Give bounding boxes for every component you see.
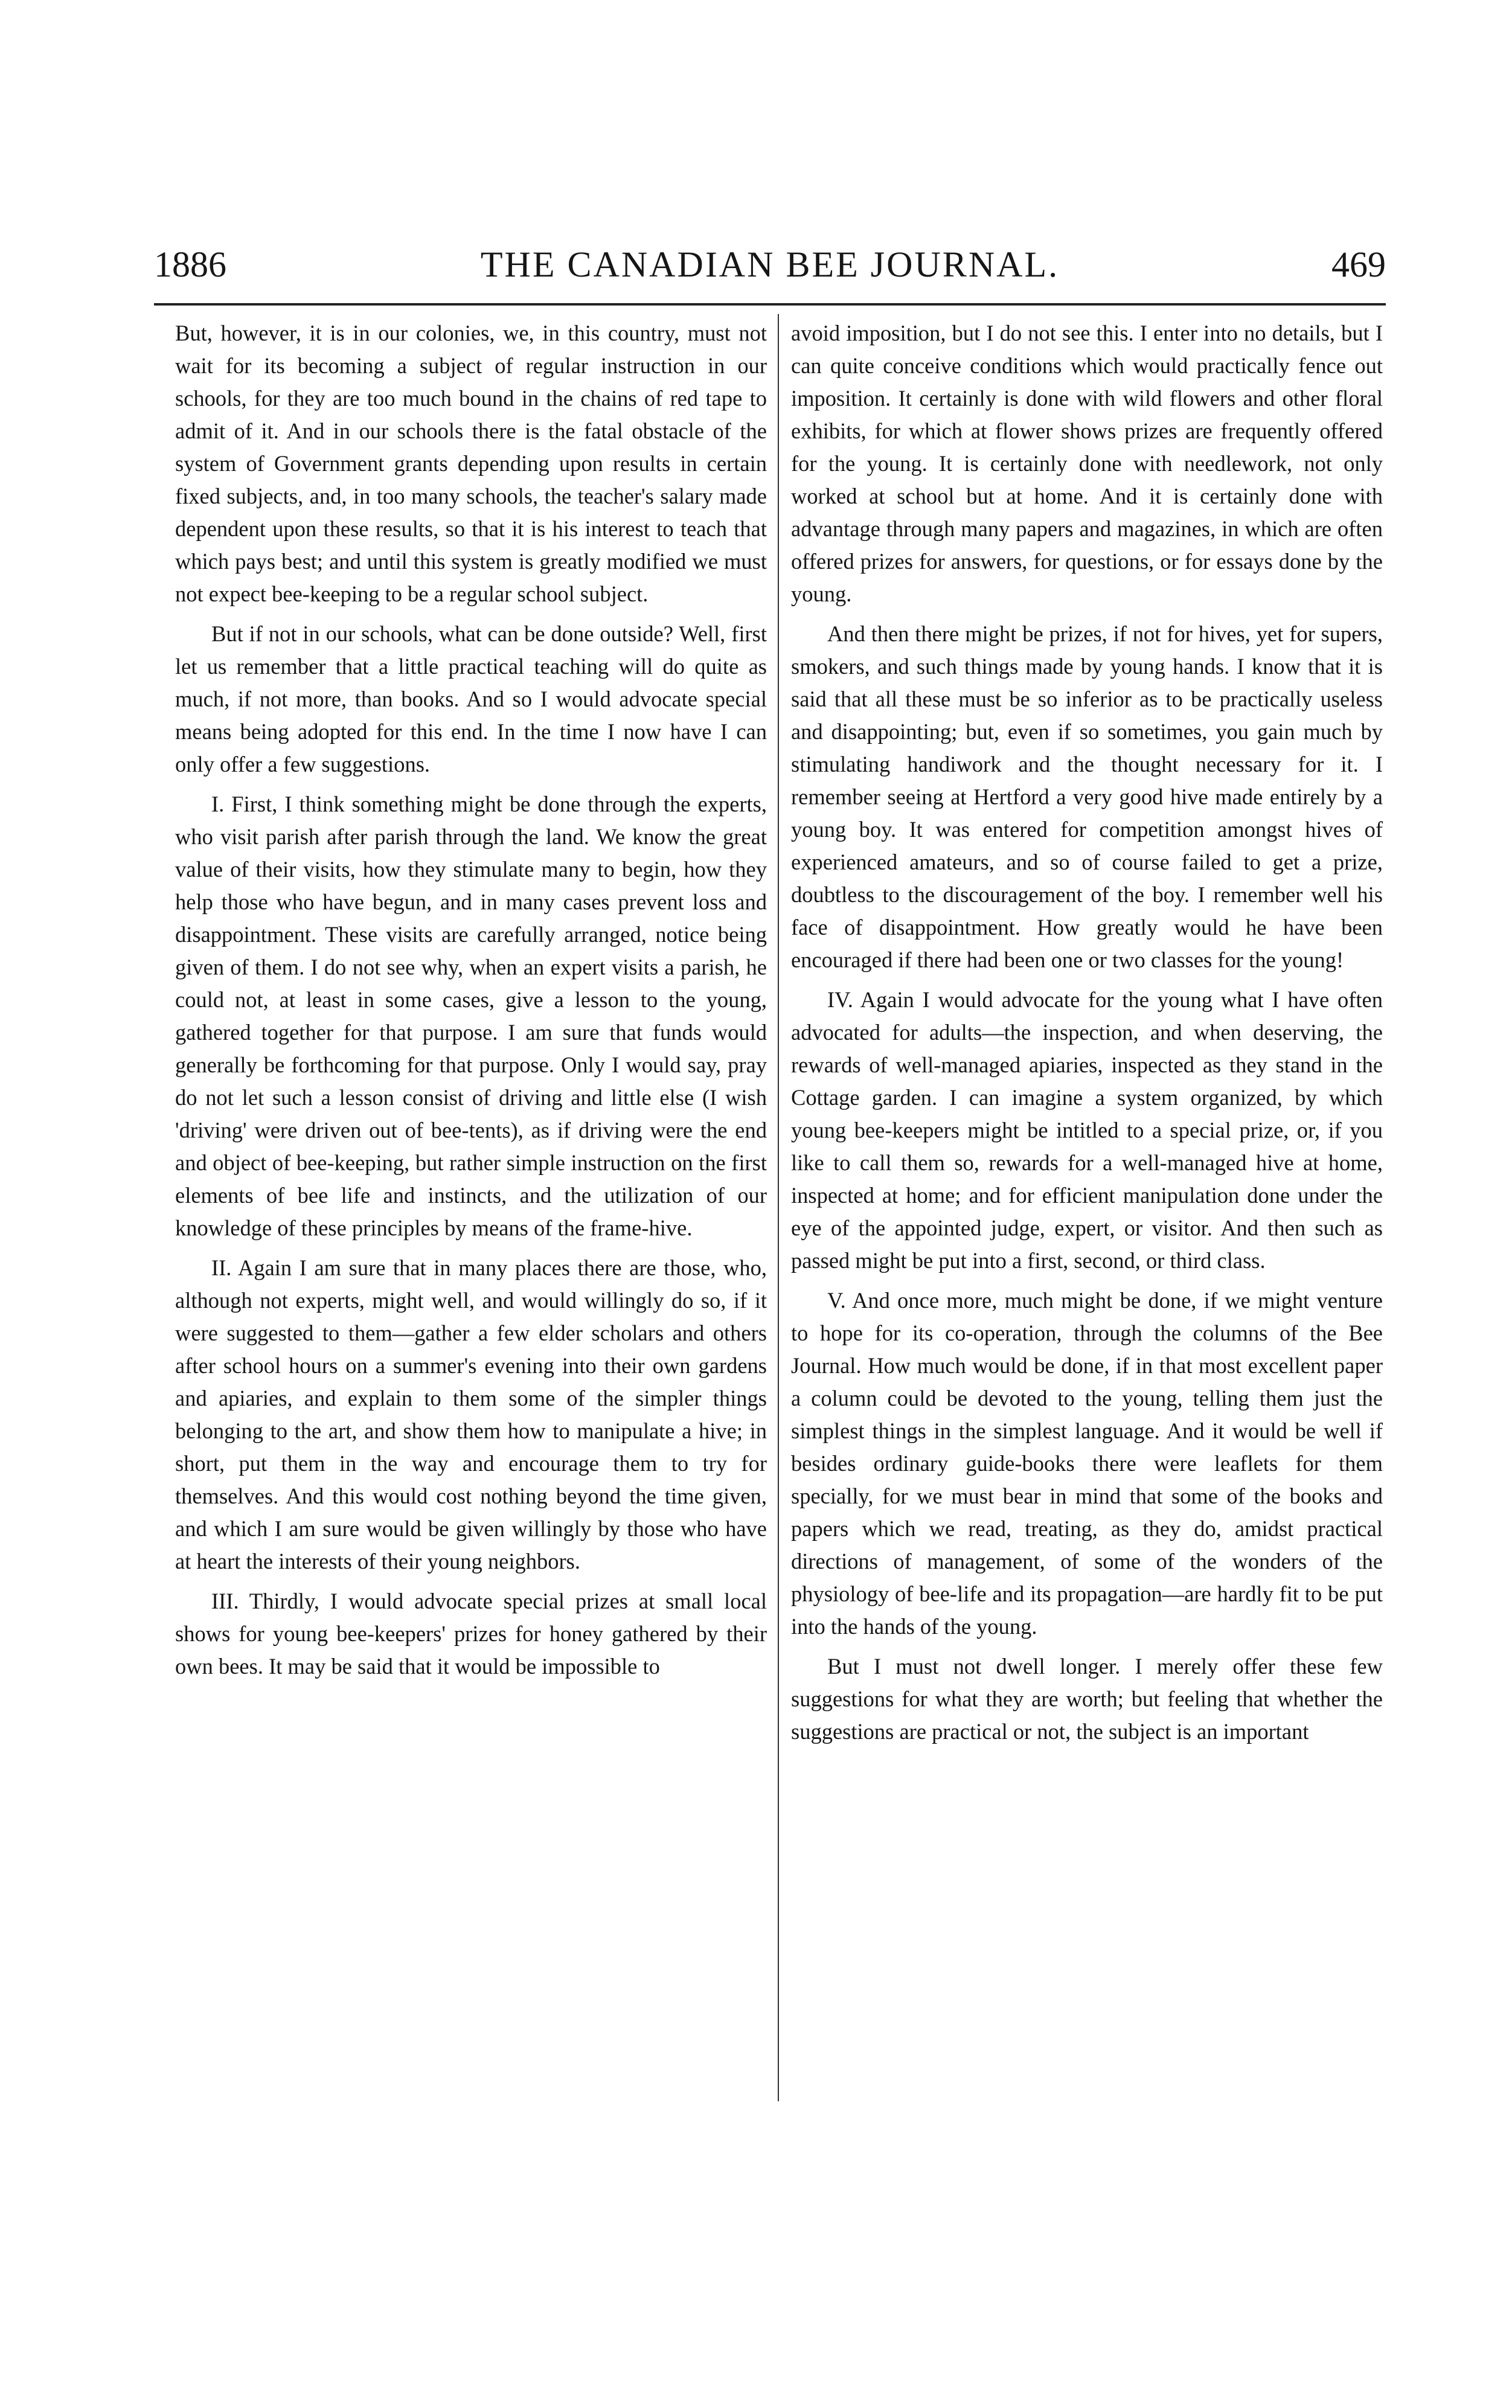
right-column <box>791 317 1383 2376</box>
column-divider <box>778 314 779 2101</box>
paragraph-first-experts: I. First, I think something might be done through the experts, who visit parish after parish through the land. We know the great value of their visits, how they stimulate many to begin, how they help those who have begun, and in many cases prevent loss and disappointment. These visits are carefully arranged, notice being given of them. I do not see why, when an expert visits a parish, he could not, at least in some cases, give a lesson to the young, gathered together for that purpose. I am sure that funds would generally be forthcoming for that purpose. Only I would say, pray do not let such a lesson consist of driving and little else (I wish 'driving' were driven out of bee-tents), as if driving were the end and object of bee-keeping, but rather simple instruction on the first elements of bee life and instincts, and the utilization of our knowledge of these principles by means of the frame-hive. <box>175 792 767 1240</box>
paragraph-second-gardens: II. Again I am sure that in many places there are those, who, although not experts, might well, and would willingly do so, if it were suggested to them—gather a few elder scholars and others after school hours on a summer's evening into their own gardens and apiaries, and explain to them some of the simpler things belonging to the art, and show them how to manipulate a hive; in short, put them in the way and encourage them to try for themselves. And this would cost nothing beyond the time given, and which I am sure would be given willingly by those who have at heart the interests of their young neighbors. <box>175 1255 767 1574</box>
paragraph-imposition: avoid imposition, but I do not see this. I enter into no details, but I can quite conceive conditions which would practically fence out imposition. It certainly is done with wild flowers and other floral exhibits, for which at flower shows prizes are frequently offered for the young. It is certainly done with needlework, not only worked at school but at home. And it is certainly done with advantage through many papers and magazines, in which are often offered prizes for answers, for questions, or for essays done by the young. <box>791 321 1383 606</box>
header-rule <box>154 303 1386 306</box>
paragraph-closing: But I must not dwell longer. I merely offer these few suggestions for what they are worth; but feeling that whether the suggestions are practical or not, the subject is an important <box>791 1654 1383 1744</box>
paragraph-third-prizes: III. Thirdly, I would advocate special prizes at small local shows for young bee-keepers' prizes for honey gathered by their own bees. It may be said that it would be impossible to <box>175 1589 767 1679</box>
header-year: 1886 <box>154 245 226 284</box>
page-number: 469 <box>1331 245 1386 284</box>
left-column <box>175 317 767 2376</box>
paragraph-fourth-inspection: IV. Again I would advocate for the young what I have often advocated for adults—the inspection, and when deserving, the rewards of well-managed apiaries, inspected as they stand in the Cottage garden. I can imagine a system organized, by which young bee-keepers might be intitled to a special prize, or, if you like to call them so, rewards for a well-managed hive at home, inspected at home; and for efficient manipulation done under the eye of the appointed judge, expert, or visitor. And then such as passed might be put into a first, second, or third class. <box>791 987 1383 1273</box>
paragraph-fifth-journal: V. And once more, much might be done, if we might venture to hope for its co-operation, through the columns of the Bee Journal. How much would be done, if in that most excellent paper a column could be devoted to the young, telling them just the simplest things in the simplest language. And it would be well if besides ordinary guide-books there were leaflets for them specially, for we must bear in mind that some of the books and papers which we read, treating, as they do, amidst practical directions of management, of some of the wonders of the physiology of bee-life and its propagation—are hardly fit to be put into the hands of the young. <box>791 1288 1383 1639</box>
paragraph-outside-schools: But if not in our schools, what can be done outside? Well, first let us remember that a little practical teaching will do quite as much, if not more, than books. And so I would advocate special means being adopted for this end. In the time I now have I can only offer a few suggestions. <box>175 621 767 777</box>
journal-title: THE CANADIAN BEE JOURNAL. <box>480 245 1060 284</box>
paragraph-colonies: But, however, it is in our colonies, we, in this country, must not wait for its becoming a subject of regular instruction in our schools, for they are too much bound in the chains of red tape to admit of it. And in our schools there is the fatal obstacle of the system of Government grants depending upon results in certain fixed subjects, and, in too many schools, the teacher's salary made dependent upon these results, so that it is his interest to teach that which pays best; and until this system is greatly modified we must not expect bee-keeping to be a regular school subject. <box>175 321 767 606</box>
paragraph-young-hands: And then there might be prizes, if not for hives, yet for supers, smokers, and such things made by young hands. I know that it is said that all these must be so inferior as to be practically useless and disappointing; but, even if so sometimes, you gain much by stimulating handiwork and the thought necessary for it. I remember seeing at Hertford a very good hive made entirely by a young boy. It was entered for competition amongst hives of experienced amateurs, and so of course failed to get a prize, doubtless to the discouragement of the boy. I remember well his face of disappointment. How greatly would he have been encouraged if there had been one or two classes for the young! <box>791 621 1383 972</box>
running-header <box>154 228 1386 301</box>
